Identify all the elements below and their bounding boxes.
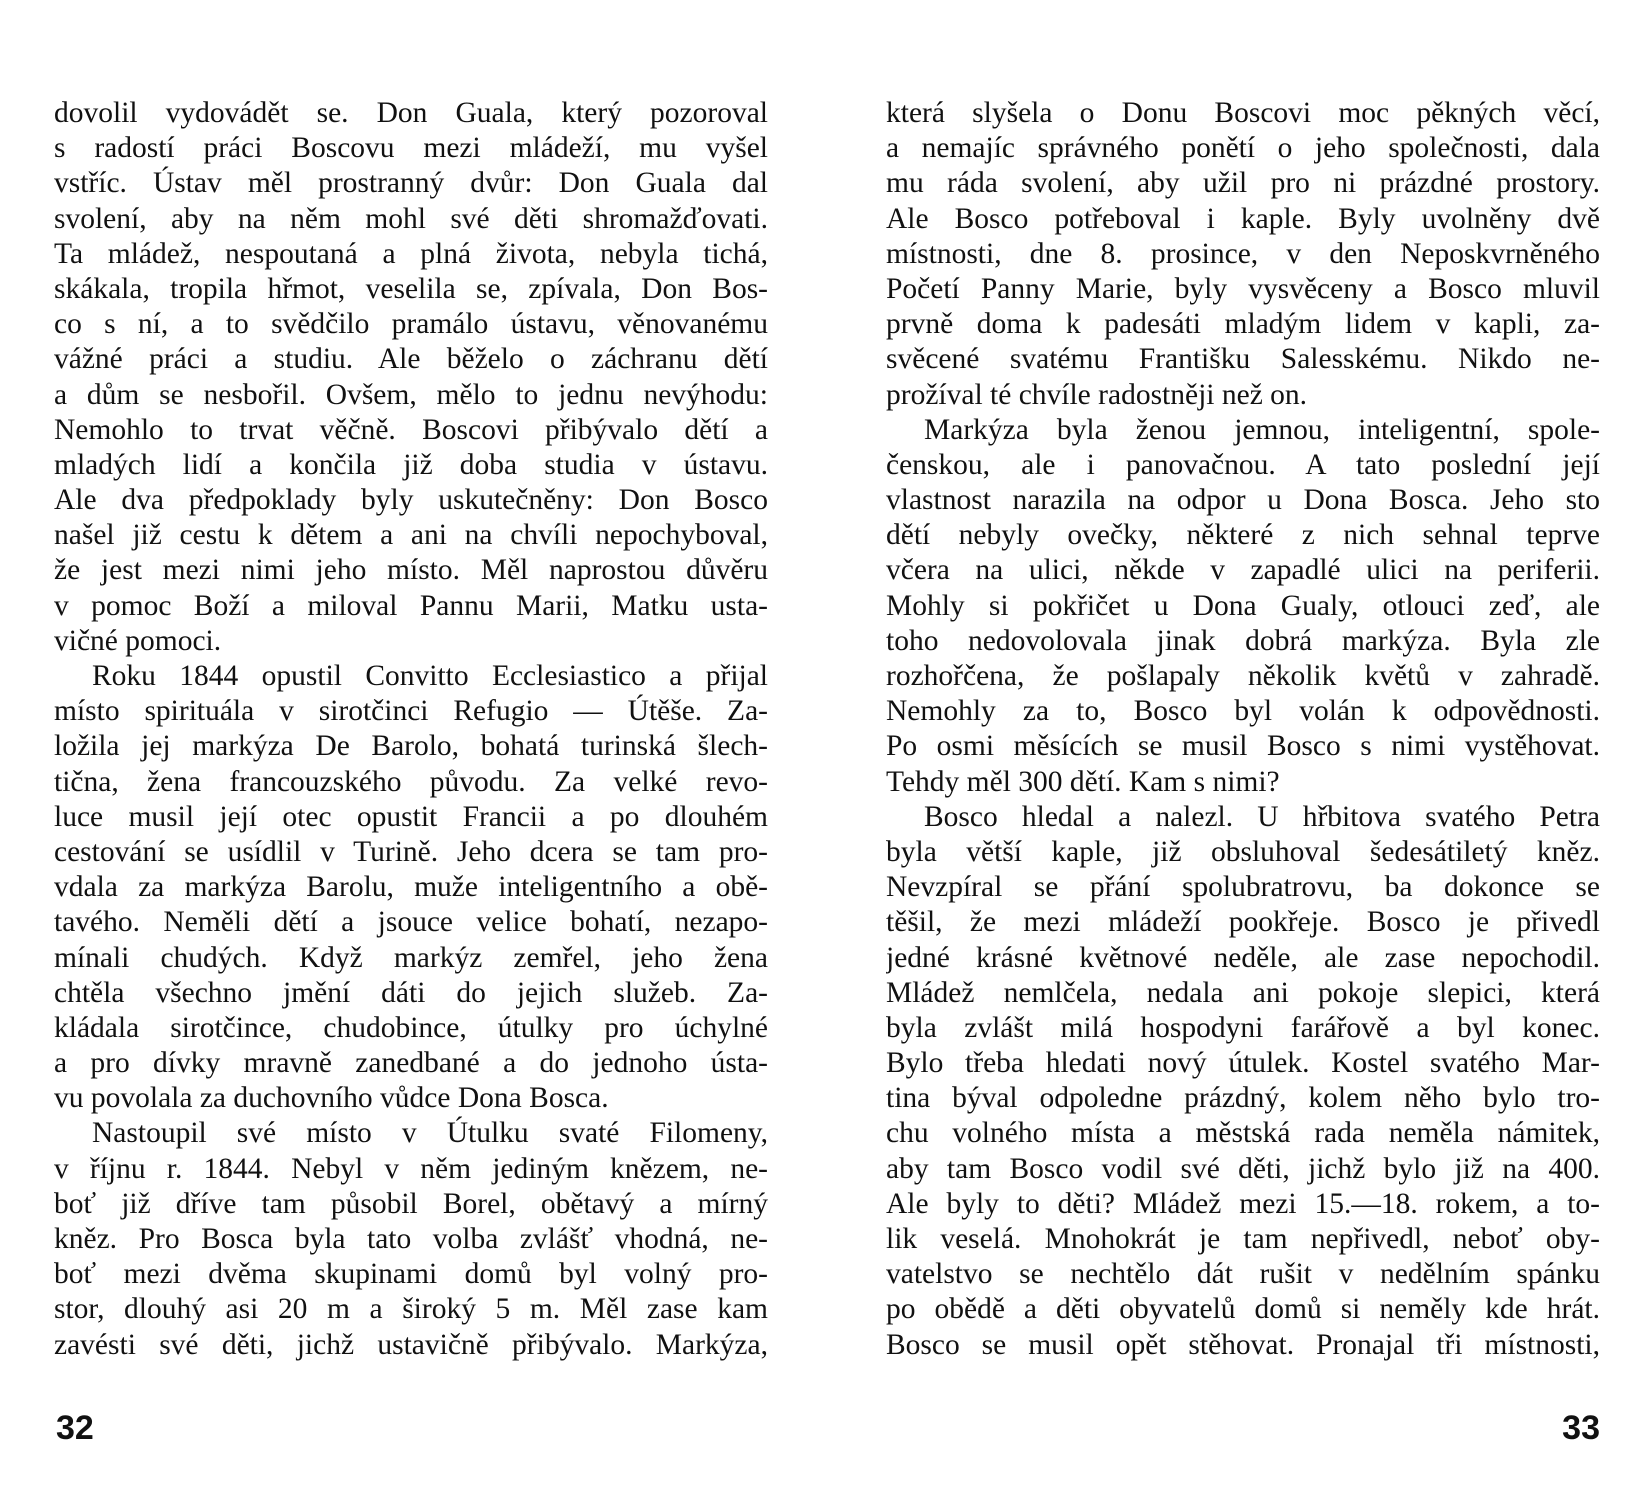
text-line: v pomoc Boží a miloval Pannu Marii, Matku usta- <box>54 589 768 622</box>
text-line: místo spirituála v sirotčinci Refugio — Útěše. Za- <box>54 695 768 728</box>
text-line: Markýza byla ženou jemnou, inteligentní, spole- <box>924 413 1600 446</box>
page-number-left: 32 <box>56 1409 94 1447</box>
text-line: včera na ulici, někde v zapadlé ulici na periferii. <box>886 554 1600 587</box>
text-line: vičné pomoci. <box>54 624 222 657</box>
right-page-text <box>886 96 1600 1363</box>
text-line: Bosco hledal a nalezl. U hřbitova svatého Petra <box>924 800 1600 833</box>
text-line: dětí nebyly ovečky, některé z nich sehnal teprve <box>886 519 1600 552</box>
text-line: a dům se nesbořil. Ovšem, mělo to jednu nevýhodu: <box>54 378 768 411</box>
text-line: stor, dlouhý asi 20 m a široký 5 m. Měl zase kam <box>54 1293 768 1326</box>
text-line: kněz. Pro Bosca byla tato volba zvlášť vhodná, ne- <box>54 1223 768 1255</box>
text-line: cestování se usídlil v Turině. Jeho dcera se tam pro- <box>54 835 768 868</box>
text-line: a pro dívky mravně zanedbané a do jednoho ústa- <box>54 1047 768 1080</box>
text-line: vážné práci a studiu. Ale běželo o záchranu dětí <box>54 343 768 376</box>
text-line: mu ráda svolení, aby užil pro ni prázdné prostory. <box>886 167 1600 200</box>
text-line: že jest mezi nimi jeho místo. Měl naprostou důvěru <box>54 554 768 587</box>
text-line: vlastnost narazila na odpor u Dona Bosca. Jeho sto <box>886 484 1600 517</box>
text-line: Nastoupil své místo v Útulku svaté Filomeny, <box>92 1117 768 1150</box>
text-line: chtěla všechno jmění dáti do jejich služeb. Za- <box>54 976 768 1009</box>
text-line: místnosti, dne 8. prosince, v den Neposkvrněného <box>886 237 1600 270</box>
text-line: vdala za markýza Barolu, muže inteligentního a obě- <box>54 871 768 904</box>
text-line: skákala, tropila hřmot, veselila se, zpívala, Don Bos- <box>54 272 768 305</box>
text-line: Ale Bosco potřeboval i kaple. Byly uvolněny dvě <box>886 202 1600 235</box>
text-line: Ale dva předpoklady byly uskutečněny: Don Bosco <box>54 484 768 517</box>
text-line: boť mezi dvěma skupinami domů byl volný pro- <box>54 1258 768 1291</box>
text-line: tina býval odpoledne prázdný, kolem něho bylo tro- <box>886 1082 1600 1115</box>
left-page-text <box>54 96 768 1363</box>
text-line: prožíval té chvíle radostněji než on. <box>886 378 1308 411</box>
text-line: rozhořčena, že pošlapaly několik květů v zahradě. <box>886 660 1600 692</box>
text-line: ložila jej markýza De Barolo, bohatá turinská šlech- <box>54 730 768 763</box>
text-line: vu povolala za duchovního vůdce Dona Bosca. <box>54 1082 609 1115</box>
text-line: Početí Panny Marie, byly vysvěceny a Bosco mluvil <box>886 272 1600 305</box>
page-number-right: 33 <box>1562 1409 1600 1447</box>
text-line: dovolil vydovádět se. Don Guala, který pozoroval <box>54 97 768 129</box>
text-line: zavésti své děti, jichž ustavičně přibývalo. Markýza, <box>54 1328 768 1361</box>
text-line: jedné krásné květnové neděle, ale zase nepochodil. <box>886 941 1600 974</box>
text-line: svěcené svatému Františku Salesskému. Nikdo ne- <box>886 343 1600 376</box>
text-line: Nemohlo to trvat věčně. Boscovi přibývalo dětí a <box>54 413 768 446</box>
text-line: Bosco se musil opět stěhovat. Pronajal tři místnosti, <box>886 1328 1600 1361</box>
text-line: Mládež nemlčela, nedala ani pokoje slepici, která <box>886 976 1600 1009</box>
text-line: Po osmi měsících se musil Bosco s nimi vystěhovat. <box>886 730 1600 763</box>
text-line: po obědě a děti obyvatelů domů si neměly kde hrát. <box>886 1293 1600 1326</box>
text-line: toho nedovolovala jinak dobrá markýza. Byla zle <box>886 624 1600 657</box>
text-line: byla zvlášt milá hospodyni farářově a byl konec. <box>886 1011 1600 1044</box>
text-line: tavého. Neměli dětí a jsouce velice bohatí, nezapo- <box>54 906 768 939</box>
text-line: v říjnu r. 1844. Nebyl v něm jediným knězem, ne- <box>54 1152 768 1185</box>
text-line: našel již cestu k dětem a ani na chvíli nepochyboval, <box>54 519 768 552</box>
text-line: čenskou, ale i panovačnou. A tato poslední její <box>886 448 1600 481</box>
text-line: prvně doma k padesáti mladým lidem v kapli, za- <box>886 308 1600 341</box>
text-line: luce musil její otec opustit Francii a po dlouhém <box>54 800 768 833</box>
text-line: těšil, že mezi mládeží pookřeje. Bosco je přivedl <box>886 906 1600 939</box>
text-line: Roku 1844 opustil Convitto Ecclesiastico a přijal <box>92 660 768 692</box>
text-line: mínali chudých. Když markýz zemřel, jeho žena <box>54 941 768 974</box>
text-line: boť již dříve tam působil Borel, obětavý a mírný <box>54 1187 768 1220</box>
text-line: Mohly si pokřičet u Dona Gualy, otlouci zeď, ale <box>886 589 1600 622</box>
text-line: Bylo třeba hledati nový útulek. Kostel svatého Mar- <box>886 1047 1600 1080</box>
text-line: která slyšela o Donu Boscovi moc pěkných věcí, <box>886 97 1600 129</box>
text-line: tična, žena francouzského původu. Za velké revo- <box>54 765 768 798</box>
text-line: vstříc. Ústav měl prostranný dvůr: Don Guala dal <box>54 167 768 200</box>
text-line: lik veselá. Mnohokrát je tam nepřivedl, neboť oby- <box>886 1223 1600 1255</box>
text-line: kládala sirotčince, chudobince, útulky pro úchylné <box>54 1011 768 1044</box>
text-line: byla větší kaple, již obsluhoval šedesátiletý kněz. <box>886 835 1600 868</box>
text-line: chu volného místa a městská rada neměla námitek, <box>886 1117 1600 1150</box>
text-line: Nevzpíral se přání spolubratrovu, ba dokonce se <box>886 871 1600 904</box>
text-line: Tehdy měl 300 dětí. Kam s nimi? <box>886 765 1280 798</box>
text-line: Nemohly za to, Bosco byl volán k odpovědnosti. <box>886 695 1600 728</box>
text-line: aby tam Bosco vodil své děti, jichž bylo již na 400. <box>886 1152 1600 1185</box>
text-line: co s ní, a to svědčilo pramálo ústavu, věnovanému <box>54 308 768 341</box>
text-line: Ale byly to děti? Mládež mezi 15.—18. rokem, a to- <box>886 1187 1600 1220</box>
text-line: svolení, aby na něm mohl své děti shromažďovati. <box>54 202 768 235</box>
text-line: mladých lidí a končila již doba studia v ústavu. <box>54 448 768 481</box>
text-line: s radostí práci Boscovu mezi mládeží, mu vyšel <box>54 132 768 165</box>
text-line: Ta mládež, nespoutaná a plná života, nebyla tichá, <box>54 237 768 270</box>
text-line: vatelstvo se nechtělo dát rušit v nedělním spánku <box>886 1258 1600 1291</box>
text-line: a nemajíc správného ponětí o jeho společnosti, dala <box>886 132 1600 165</box>
